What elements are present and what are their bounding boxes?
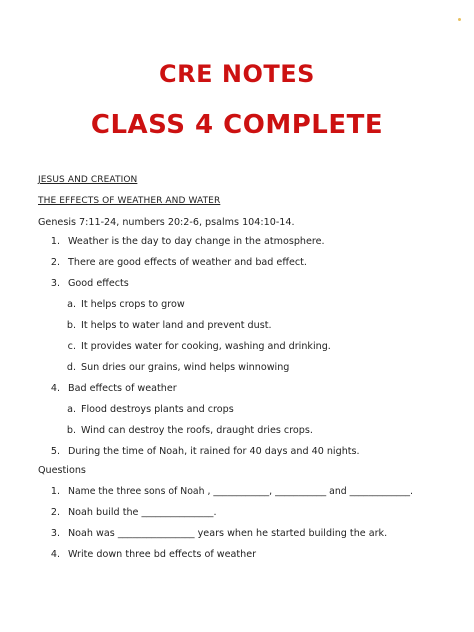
decorative-dot [458, 18, 461, 21]
sub-item-text: It helps crops to grow [81, 299, 185, 310]
sub-item-letter: b. [66, 425, 76, 436]
list-item-number: 4. [50, 383, 60, 394]
title-class-4-complete: CLASS 4 COMPLETE [90, 110, 384, 140]
sub-item-text: It provides water for cooking, washing and drinking. [81, 341, 331, 352]
question-number: 2. [50, 507, 60, 518]
question-number: 1. [50, 486, 60, 497]
list-item-number: 1. [50, 236, 60, 247]
sub-item-letter: a. [67, 404, 76, 415]
list-item-text: Bad effects of weather [68, 383, 177, 394]
question-text: Noah build the _______________. [68, 507, 217, 518]
list-item-number: 5. [50, 446, 60, 457]
sub-item-letter: b. [66, 320, 76, 331]
title-cre-notes: CRE NOTES [159, 60, 315, 88]
sub-item-letter: d. [66, 362, 76, 373]
sub-item-text: Flood destroys plants and crops [81, 404, 234, 415]
sub-item-letter: a. [67, 299, 76, 310]
sub-item-text: It helps to water land and prevent dust. [81, 320, 272, 331]
question-text: Noah was ________________ years when he started building the ark. [68, 528, 388, 539]
list-item-text: Good effects [68, 278, 129, 289]
list-item-number: 2. [50, 257, 60, 268]
heading-jesus-and-creation: JESUS AND CREATION [38, 175, 138, 185]
questions-label: Questions [38, 465, 86, 476]
question-text: Name the three sons of Noah , ____________, ___________ and _____________. [68, 486, 413, 497]
sub-item-text: Wind can destroy the roofs, draught dries crops. [81, 425, 313, 436]
sub-item-letter: c. [67, 341, 76, 352]
list-item-text: Weather is the day to day change in the atmosphere. [68, 236, 325, 247]
list-item-text: There are good effects of weather and bad effect. [68, 257, 307, 268]
question-number: 4. [50, 549, 60, 560]
sub-item-text: Sun dries our grains, wind helps winnowing [81, 362, 290, 373]
list-item-number: 3. [50, 278, 60, 289]
list-item-text: During the time of Noah, it rained for 40 days and 40 nights. [68, 446, 360, 457]
bible-reference: Genesis 7:11-24, numbers 20:2-6, psalms 104:10-14. [38, 217, 295, 228]
question-number: 3. [50, 528, 60, 539]
question-text: Write down three bd effects of weather [68, 549, 257, 560]
heading-effects-of-weather: THE EFFECTS OF WEATHER AND WATER [38, 196, 221, 206]
